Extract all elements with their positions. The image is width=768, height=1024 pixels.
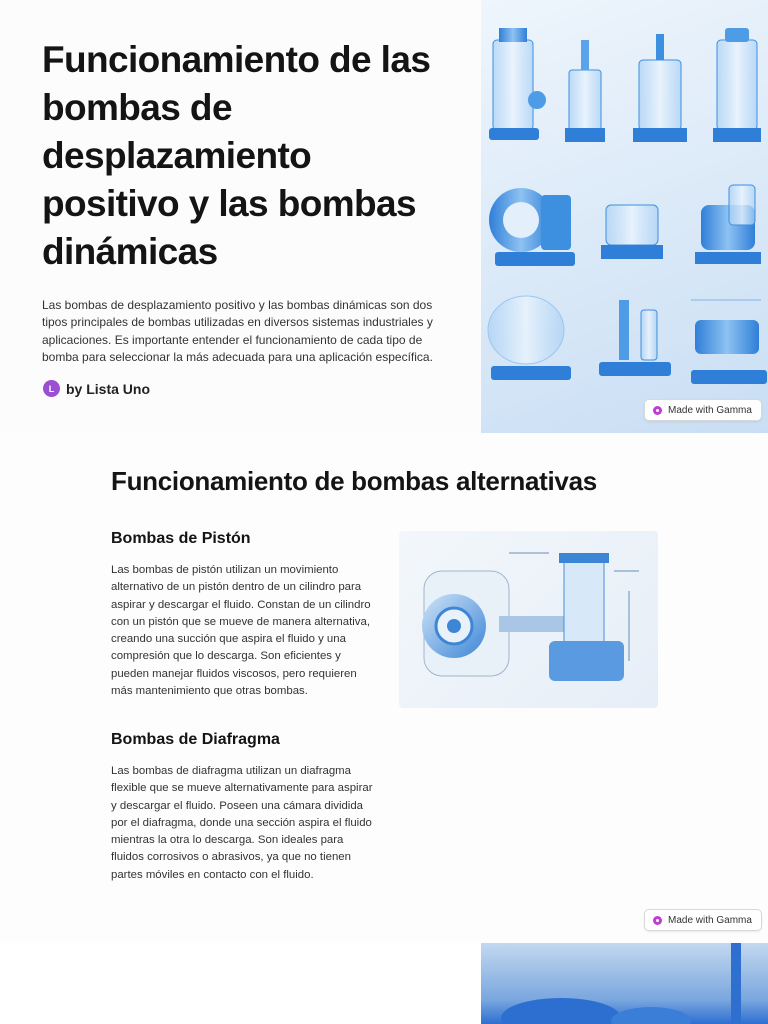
intro-paragraph: Las bombas de desplazamiento positivo y las bombas dinámicas son dos tipos principales de bombas utilizadas en diversos sistemas industriales y aplicaciones. Es importante entender el funcionamiento de cada tipo de bomba para seleccionar la más adecuada para una aplicación específica. [42, 298, 433, 364]
piston-pump-heading: Bombas de Pistón [111, 530, 251, 547]
made-with-gamma-badge[interactable] [644, 399, 762, 421]
piston-pump-text: Las bombas de pistón utilizan un movimiento alternativo de un pistón dentro de un cilindro para aspirar y descargar el fluido. Constan de un cilindro con un pistón que se mueve de manera alternativa, creando una succión que aspira el fluido y una compresión que lo descarga. Son eficientes y pueden manejar fluidos viscosos, pero requieren más mantenimiento que otras bombas. [111, 564, 371, 698]
author-byline[interactable] [43, 380, 150, 397]
slide-next-partial [0, 943, 768, 1024]
badge-label: Made with Gamma [668, 914, 752, 926]
author-name: by Lista Uno [66, 380, 151, 397]
avatar: L [43, 380, 60, 397]
page-title: Funcionamiento de las bombas de desplazamiento positivo y las bombas dinámicas [42, 39, 431, 272]
slide-alternative-pumps [0, 433, 768, 943]
piston-pump-image [399, 531, 658, 708]
gamma-logo-icon [653, 916, 662, 925]
made-with-gamma-badge[interactable] [644, 909, 762, 931]
next-slide-illustration [481, 943, 768, 1024]
piston-pump-illustration [399, 531, 658, 708]
gamma-logo-icon [653, 406, 662, 415]
badge-label: Made with Gamma [668, 404, 752, 416]
pump-collage-illustration [481, 0, 768, 433]
next-slide-image [481, 943, 768, 1024]
diaphragm-pump-text: Las bombas de diafragma utilizan un diafragma flexible que se mueve alternativamente para aspirar y descargar el fluido. Poseen una cámara dividida por el diafragma, donde una sección aspira el fluido mientras la otra lo descarga. Son ideales para fluidos corrosivos o abrasivos, ya que no tienen partes móviles en contacto con el fluido. [111, 765, 373, 881]
diaphragm-pump-heading: Bombas de Diafragma [111, 731, 280, 748]
pump-collage-image [481, 0, 768, 433]
slide-title [0, 0, 768, 433]
section-title: Funcionamiento de bombas alternativas [111, 466, 597, 496]
